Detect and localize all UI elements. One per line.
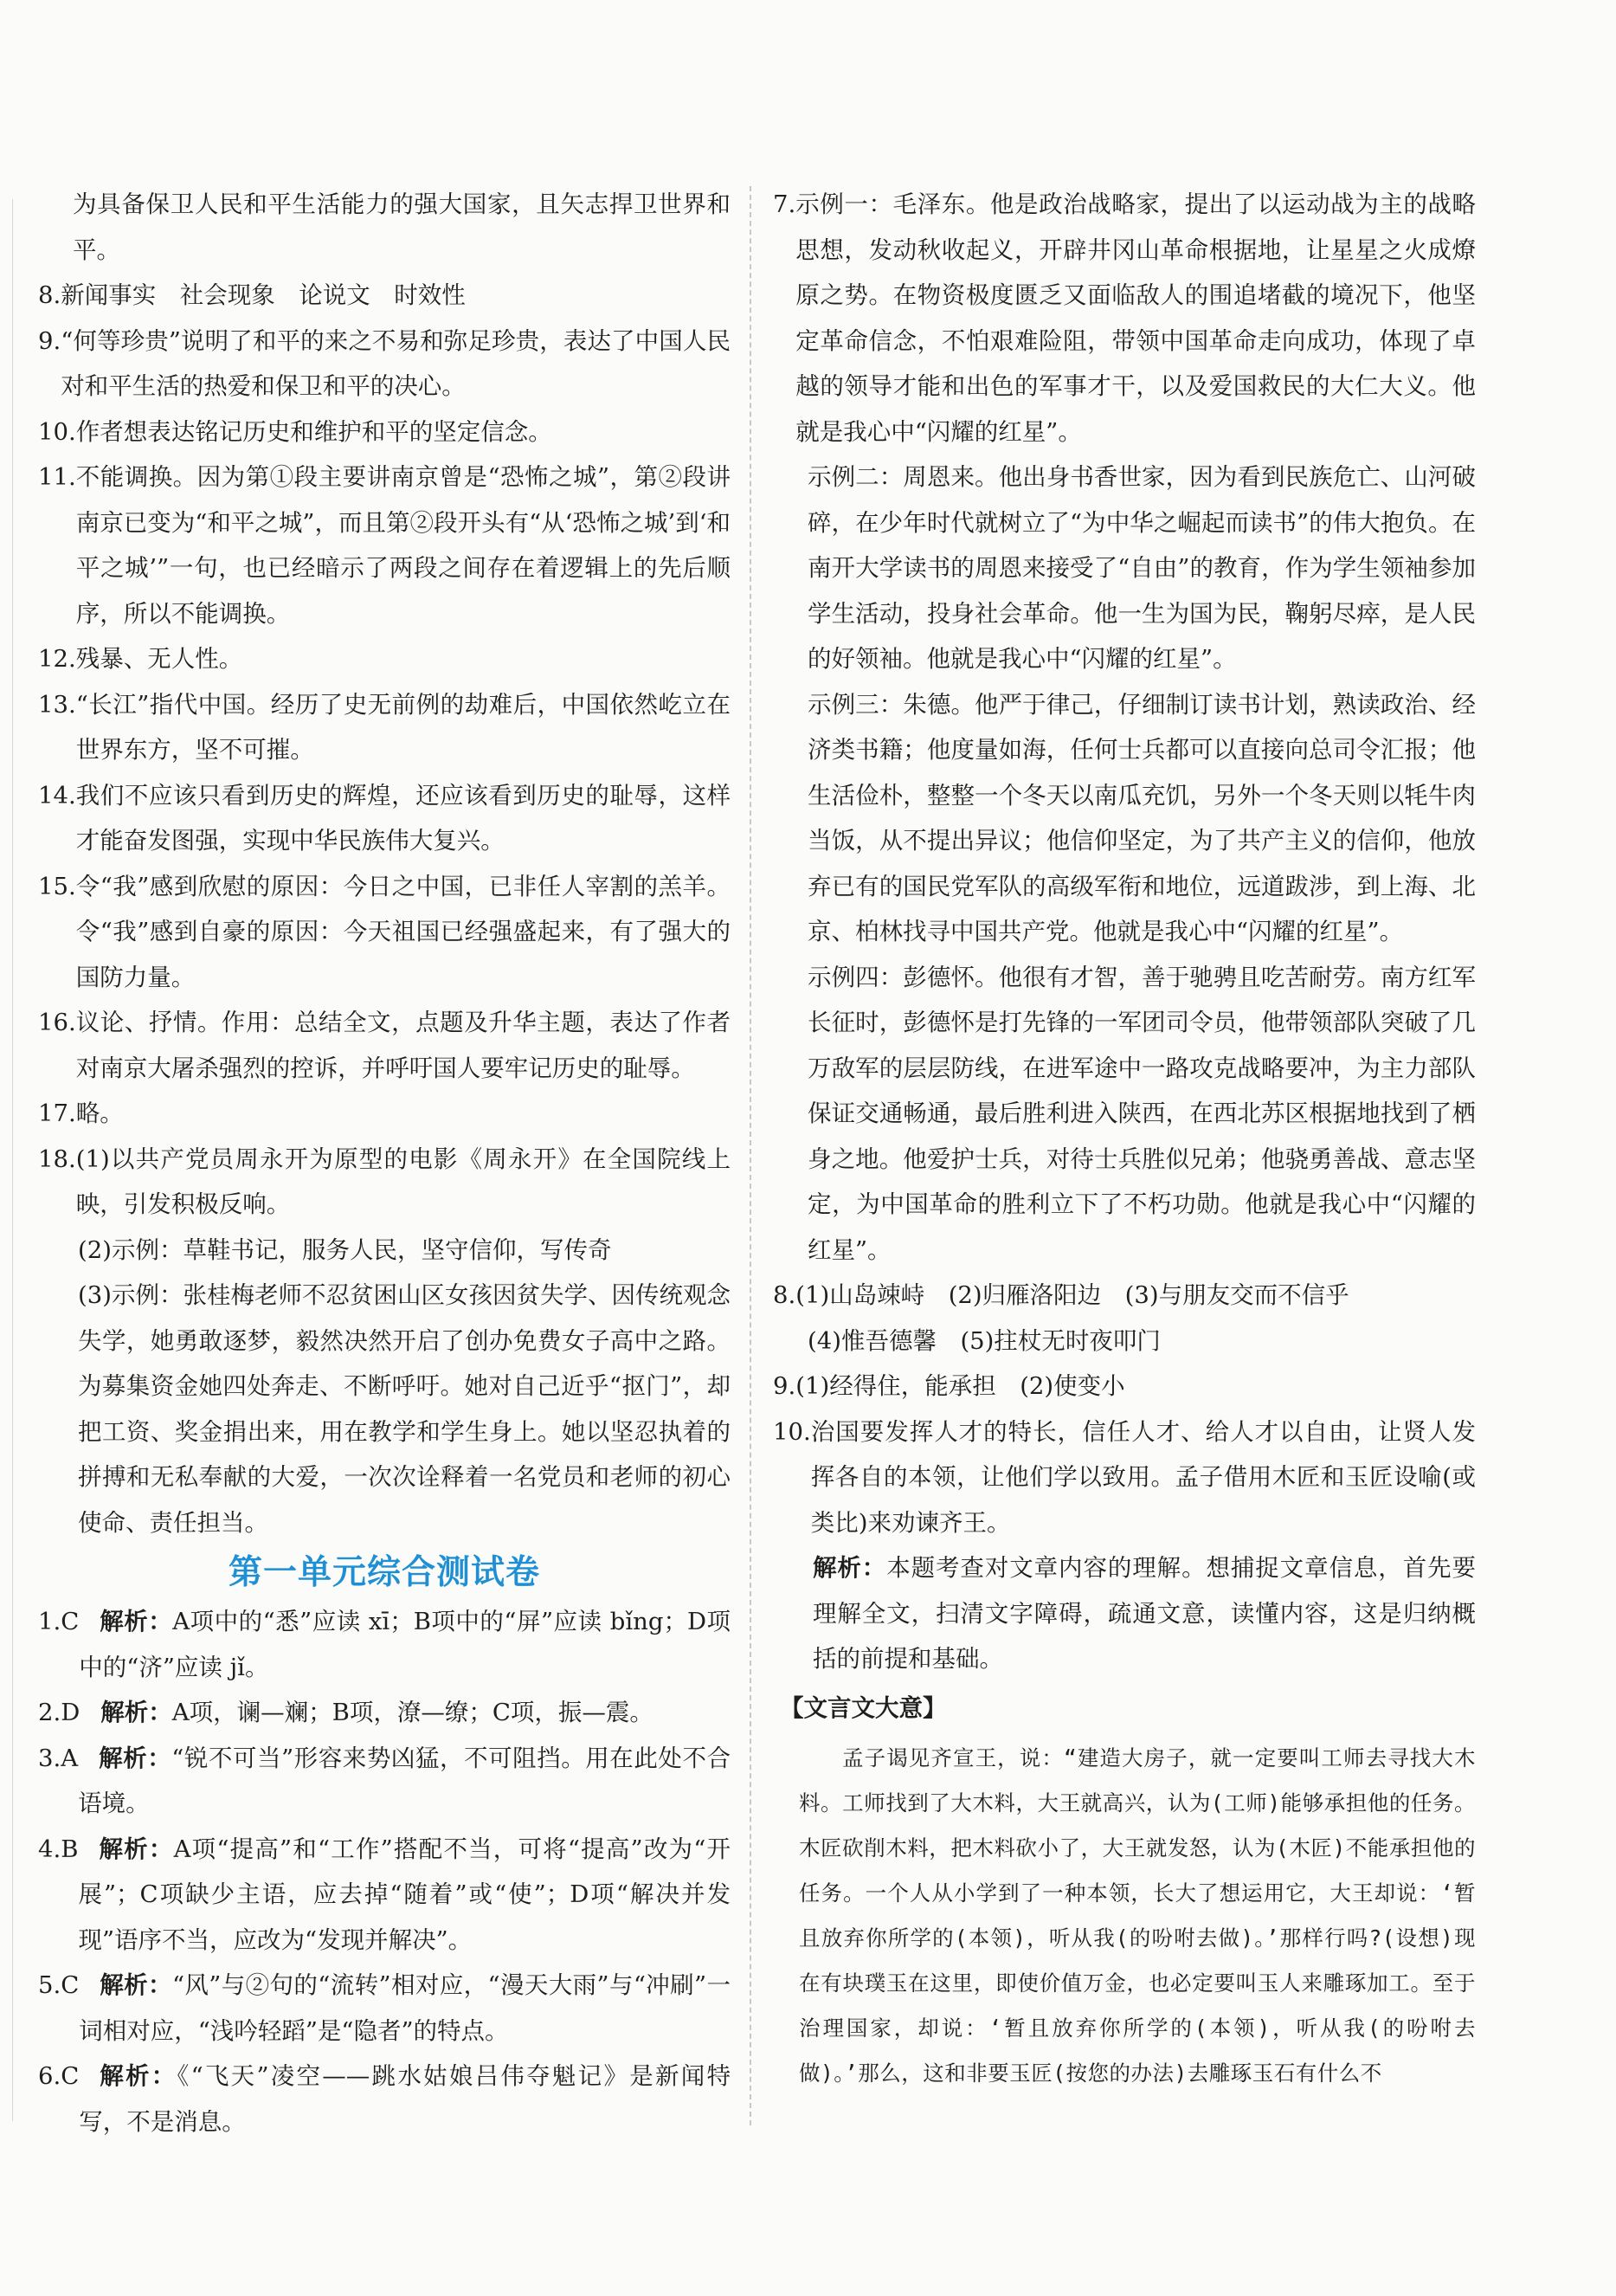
analysis-label: 解析：	[100, 1971, 172, 1999]
test-answer-7-example3: 示例三：朱德。他严于律己，仔细制订读书计划，熟读政治、经济类书籍；他度量如海，任何士兵都可以直接向总司令汇报；他生活俭朴，整整一个冬天以南瓜充饥，另外一个冬天则以牦牛肉当饭，从不提出异议；他信仰坚定，为了共产主义的信仰，他放弃已有的国民党军队的高级军衔和地位，远道跋涉，到上海、北京、柏林找寻中国共产党。他就是我心中“闪耀的红星”。	[808, 690, 1476, 945]
answer-item-11: 11. 不能调换。因为第①段主要讲南京曾是“恐怖之城”，第②段讲南京已变为“和平之城”，而且第②段开头有“从‘恐怖之城’到‘和平之城’”一句，也已经暗示了两段之间存在着逻辑上的先后顺序，所以不能调换。	[38, 463, 731, 628]
test-answer-4: 4.B 解析：A项“提高”和“工作”搭配不当，可将“提高”改为“开展”；C项缺少主语，应去掉“随着”或“使”；D项“解决并发现”语序不当，应改为“发现并解决”。	[38, 1835, 731, 1954]
answer-item-14: 14. 我们不应该只看到历史的辉煌，还应该看到历史的耻辱，这样才能奋发图强，实现中华民族伟大复兴。	[38, 781, 731, 855]
answer-item-9: 9. “何等珍贵”说明了和平的来之不易和弥足珍贵，表达了中国人民对和平生活的热爱和保卫和平的决心。	[38, 326, 731, 400]
test-answer-1: 1.C 解析：A项中的“悉”应读 xī；B项中的“屏”应读 bǐng；D项中的“济”应读 jǐ。	[38, 1608, 731, 1681]
test-answer-7-example4: 示例四：彭德怀。他很有才智，善于驰骋且吃苦耐劳。南方红军长征时，彭德怀是打先锋的一军团司令员，他带领部队突破了几万敌军的层层防线，在进军途中一路攻克战略要冲，为主力部队保证交通畅通，最后胜利进入陕西，在西北苏区根据地找到了栖身之地。他爱护士兵，对待士兵胜似兄弟；他骁勇善战、意志坚定，为中国革命的胜利立下了不朽功勋。他就是我心中“闪耀的红星”。	[808, 963, 1476, 1264]
analysis-label: 解析：	[99, 1835, 174, 1863]
analysis-label: 解析：	[813, 1554, 887, 1582]
analysis-label: 解析：	[100, 1608, 173, 1635]
test-answer-7: 7. 示例一：毛泽东。他是政治战略家，提出了以运动战为主的战略思想，发动秋收起义，开辟井冈山革命根据地，让星星之火成燎原之势。在物资极度匮乏又面临敌人的围追堵截的境况下，他坚定革命信念，不怕艰难险阻，带领中国革命走向成功，体现了卓越的领导才能和出色的军事才干，以及爱国救民的大仁大义。他就是我心中“闪耀的红星”。	[773, 190, 1476, 446]
column-divider	[750, 186, 751, 2125]
test-answer-3: 3.A 解析：“锐不可当”形容来势凶猛，不可阻挡。用在此处不合语境。	[38, 1744, 731, 1817]
answer-item-15: 15. 令“我”感到欣慰的原因：今日之中国，已非任人宰割的羔羊。令“我”感到自豪的原因：今天祖国已经强盛起来，有了强大的国防力量。	[38, 872, 731, 991]
test-answer-8-part2: (4)惟吾德馨 (5)拄杖无时夜叩门	[808, 1326, 1161, 1355]
test-answer-2: 2.D 解析：A项，谰—斓；B项，潦—缭；C项，振—震。	[38, 1699, 653, 1726]
continuation-text: 为具备保卫人民和平生活能力的强大国家，且矢志捍卫世界和平。	[73, 190, 731, 264]
margin-rule	[12, 199, 13, 2121]
analysis-label: 解析：	[99, 1744, 172, 1772]
test-answer-5: 5.C 解析：“风”与②句的“流转”相对应，“漫天大雨”与“冲刷”一词相对应，“浅吟轻蹈”是“隐者”的特点。	[38, 1971, 731, 2045]
answer-item-12: 12. 残暴、无人性。	[38, 645, 243, 673]
answer-item-18-part3: (3)示例：张桂梅老师不忍贫困山区女孩因贫失学、因传统观念失学，她勇敢逐梦，毅然决然开启了创办免费女子高中之路。为募集资金她四处奔走、不断呼吁。她对自己近乎“抠门”，却把工资、奖金捐出来，用在教学和学生身上。她以坚忍执着的拼搏和无私奉献的大爱，一次次诠释着一名党员和老师的初心使命、责任担当。	[78, 1281, 731, 1537]
analysis-label: 解析：	[100, 2062, 177, 2090]
test-answer-10-analysis: 解析：本题考查对文章内容的理解。想捕捉文章信息，首先要理解全文，扫清文字障碍，疏通文意，读懂内容，这是归纳概括的前提和基础。	[813, 1554, 1477, 1673]
left-column	[38, 182, 731, 2144]
classical-translation-heading: 【文言文大意】	[780, 1693, 947, 1722]
test-answer-7-example2: 示例二：周恩来。他出身书香世家，因为看到民族危亡、山河破碎，在少年时代就树立了“为中华之崛起而读书”的伟大抱负。在南开大学读书的周恩来接受了“自由”的教育，作为学生领袖参加学生活动，投身社会革命。他一生为国为民，鞠躬尽瘁，是人民的好领袖。他就是我心中“闪耀的红星”。	[808, 463, 1476, 673]
classical-translation-text: 孟子谒见齐宣王，说：“建造大房子，就一定要叫工师去寻找大木料。工师找到了大木料，大王就高兴，认为(工师)能够承担他的任务。木匠砍削木料，把木料砍小了，大王就发怒，认为(木匠)不能承担他的任务。一个人从小学到了一种本领，长大了想运用它，大王却说：‘暂且放弃你所学的(本领)，听从我(的吩咐去做)。’那样行吗?(设想)现在有块璞玉在这里，即使价值万金，也必定要叫玉人来雕琢加工。至于治理国家，却说：‘暂且放弃你所学的(本领)，听从我(的吩咐去做)。’那么，这和非要玉匠(按您的办法)去雕琢玉石有什么不	[799, 1745, 1476, 2086]
answer-item-10: 10. 作者想表达铭记历史和维护和平的坚定信念。	[38, 417, 552, 446]
answer-item-18: 18. (1)以共产党员周永开为原型的电影《周永开》在全国院线上映，引发积极反响。	[38, 1145, 731, 1218]
section-title: 第一单元综合测试卷	[228, 1553, 540, 1592]
answer-item-17: 17. 略。	[38, 1100, 124, 1127]
test-answer-10: 10. 治国要发挥人才的特长，信任人才、给人才以自由，让贤人发挥各自的本领，让他们学以致用。孟子借用木匠和玉匠设喻(或类比)来劝谏齐王。	[773, 1417, 1476, 1537]
answer-item-16: 16. 议论、抒情。作用：总结全文，点题及升华主题，表达了作者对南京大屠杀强烈的控诉，并呼吁国人要牢记历史的耻辱。	[38, 1009, 731, 1082]
answer-item-8: 8. 新闻事实 社会现象 论说文 时效性	[38, 281, 466, 309]
answer-item-13: 13. “长江”指代中国。经历了史无前例的劫难后，中国依然屹立在世界东方，坚不可摧。	[38, 690, 731, 764]
test-answer-9: 9. (1)经得住，能承担 (2)使变小	[773, 1372, 1125, 1400]
analysis-label: 解析：	[100, 1699, 172, 1726]
test-answer-8: 8. (1)山岛竦峙 (2)归雁洛阳边 (3)与朋友交而不信乎	[773, 1281, 1349, 1309]
answer-item-18-part2: (2)示例：草鞋书记，服务人民，坚守信仰，写传奇	[78, 1235, 612, 1264]
right-column	[773, 182, 1476, 2096]
test-answer-6: 6.C 解析：《“飞天”凌空——跳水姑娘吕伟夺魁记》是新闻特写，不是消息。	[38, 2062, 731, 2136]
